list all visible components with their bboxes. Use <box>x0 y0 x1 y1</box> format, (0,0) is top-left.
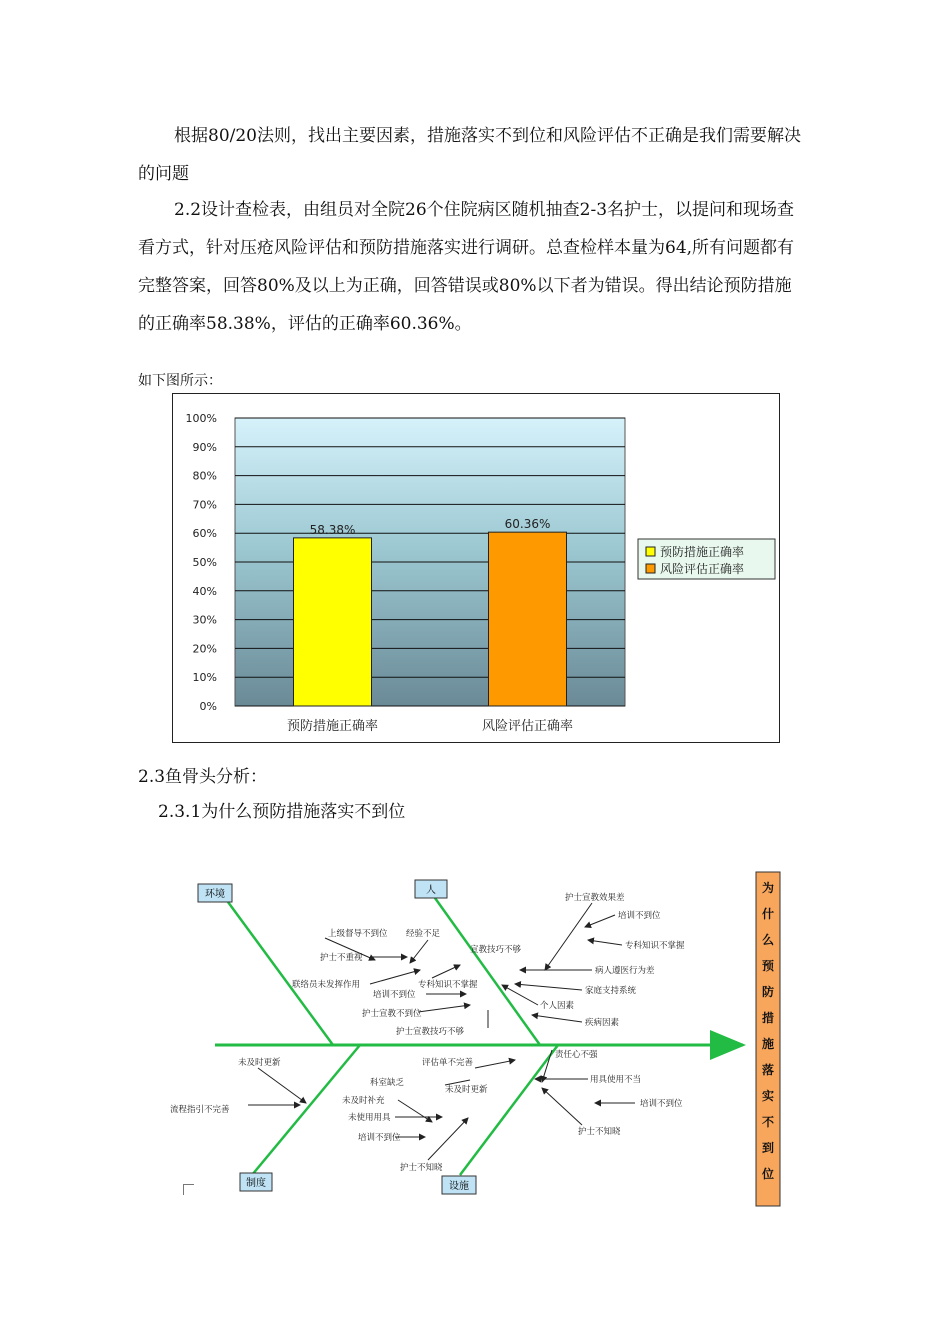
category-box-people <box>415 880 447 898</box>
y-tick-label: 70% <box>192 498 217 512</box>
cause-people-disease: 疾病因素 <box>585 1018 620 1028</box>
category-label-equipment: 设施 <box>449 1181 469 1192</box>
y-tick-label: 80% <box>192 469 217 483</box>
bone-equipment <box>460 1045 558 1175</box>
cause-env-not-valued: 护士不重视 <box>320 953 363 963</box>
y-tick-label: 60% <box>192 527 217 541</box>
system-causes <box>170 1057 488 1173</box>
cause-people-specialty: 专科知识不掌握 <box>625 941 685 951</box>
category-box-system <box>240 1173 272 1191</box>
legend-swatch <box>646 547 655 556</box>
bar <box>489 532 567 706</box>
bar <box>294 538 372 706</box>
cause-env-supervision: 上级督导不到位 <box>328 929 388 939</box>
x-tick-label: 风险评估正确率 <box>481 719 574 734</box>
cause-people-training: 培训不到位 <box>618 911 661 921</box>
cause-eq-form: 评估单不完善 <box>422 1058 474 1068</box>
head-label-char: 为 <box>761 881 775 895</box>
head-label-char: 到 <box>761 1141 775 1155</box>
cause-sys-unaware: 护士不知晓 <box>400 1163 443 1173</box>
cause-env-liaison: 联络员未发挥作用 <box>292 980 361 990</box>
head-label-char: 实 <box>761 1089 775 1103</box>
paragraph-80-20-rule: 根据80/20法则，找出主要因素，措施落实不到位和风险评估不正确是我们需要解决的问题 <box>138 126 801 184</box>
cause-sys-training: 培训不到位 <box>358 1133 401 1143</box>
cause-eq-training: 培训不到位 <box>640 1099 683 1109</box>
category-label-people: 人 <box>426 885 436 896</box>
head-label-char: 措 <box>761 1011 775 1025</box>
subsection-heading: 2.3.1为什么预防措施落实不到位 <box>158 802 406 822</box>
environment-causes <box>292 928 488 1037</box>
head-label-char: 么 <box>761 933 775 947</box>
cause-sys-not-updated: 未及时更新 <box>445 1085 488 1095</box>
cause-sys-lacking: 科室缺乏 <box>370 1078 405 1088</box>
x-tick-label: 预防措施正确率 <box>286 719 379 734</box>
cause-eq-responsibility: 责任心不强 <box>555 1050 598 1060</box>
cause-people-education-effect: 护士宣教效果差 <box>565 893 625 903</box>
head-label-char: 防 <box>761 985 775 999</box>
cause-env-training: 培训不到位 <box>373 990 416 1000</box>
bar-chart <box>172 393 780 743</box>
bone-environment <box>228 902 333 1045</box>
cause-people-compliance: 病人遵医行为差 <box>595 966 655 976</box>
y-tick-label: 20% <box>192 642 217 656</box>
cause-people-skill: 宣教技巧不够 <box>470 945 522 955</box>
cause-eq-unaware: 护士不知晓 <box>578 1127 621 1137</box>
category-label-environment: 环境 <box>205 889 225 900</box>
legend-swatch <box>646 564 655 573</box>
cause-sys-update: 未及时更新 <box>238 1058 281 1068</box>
figure-intro: 如下图所示： <box>138 373 222 389</box>
cause-env-education: 护士宣教不到位 <box>362 1009 422 1019</box>
legend-label: 风险评估正确率 <box>660 562 745 576</box>
cause-people-family: 家庭支持系统 <box>585 986 637 996</box>
page-corner-mark <box>183 1184 194 1195</box>
cause-sys-flow: 流程指引不完善 <box>170 1105 230 1115</box>
bar-chart-svg <box>173 394 779 742</box>
cause-env-experience: 经验不足 <box>406 929 441 939</box>
cause-people-personal: 个人因素 <box>540 1001 575 1011</box>
category-box-environment <box>198 884 232 902</box>
head-label-char: 预 <box>761 959 775 973</box>
head-label-char: 不 <box>761 1115 775 1129</box>
bar-value-label: 58.38% <box>309 522 356 537</box>
bar-value-label: 60.36% <box>504 517 551 532</box>
head-label-char: 什 <box>761 907 775 921</box>
people-causes <box>470 892 685 1028</box>
cause-sys-not-used: 未使用用具 <box>348 1113 391 1123</box>
section-heading: 2.3鱼骨头分析： <box>138 767 268 787</box>
y-tick-label: 50% <box>192 556 217 569</box>
cause-eq-misuse: 用具使用不当 <box>590 1075 642 1085</box>
y-tick-label: 30% <box>192 613 217 627</box>
category-label-system: 制度 <box>246 1178 266 1189</box>
head-label-char: 落 <box>761 1063 775 1077</box>
category-box-equipment <box>442 1176 476 1194</box>
y-tick-label: 10% <box>192 671 217 685</box>
head-label-char: 位 <box>761 1167 775 1181</box>
y-tick-label: 90% <box>192 440 217 454</box>
cause-sys-replenish: 未及时补充 <box>342 1096 385 1106</box>
cause-env-education-skill: 护士宣教技巧不够 <box>396 1027 465 1037</box>
cause-env-specialty: 专科知识不掌握 <box>418 980 478 990</box>
y-tick-label: 100% <box>185 412 217 425</box>
y-tick-label: 40% <box>192 584 217 598</box>
head-label-char: 施 <box>761 1037 775 1051</box>
legend-label: 预防措施正确率 <box>660 545 745 559</box>
paragraph-checklist-design: 2.2设计查检表，由组员对全院26个住院病区随机抽查2-3名护士，以提问和现场查看方式，针对压疮风险评估和预防措施落实进行调研。总查检样本量为64,所有问题都有完整答案，回答80%及以上为正确，回答错误或80%以下者为错误。得出结论预防措施的正确率58.38%，评估的正确率60.36%。 <box>138 200 795 334</box>
y-tick-label: 0% <box>199 700 217 713</box>
fishbone-diagram <box>170 860 790 1215</box>
